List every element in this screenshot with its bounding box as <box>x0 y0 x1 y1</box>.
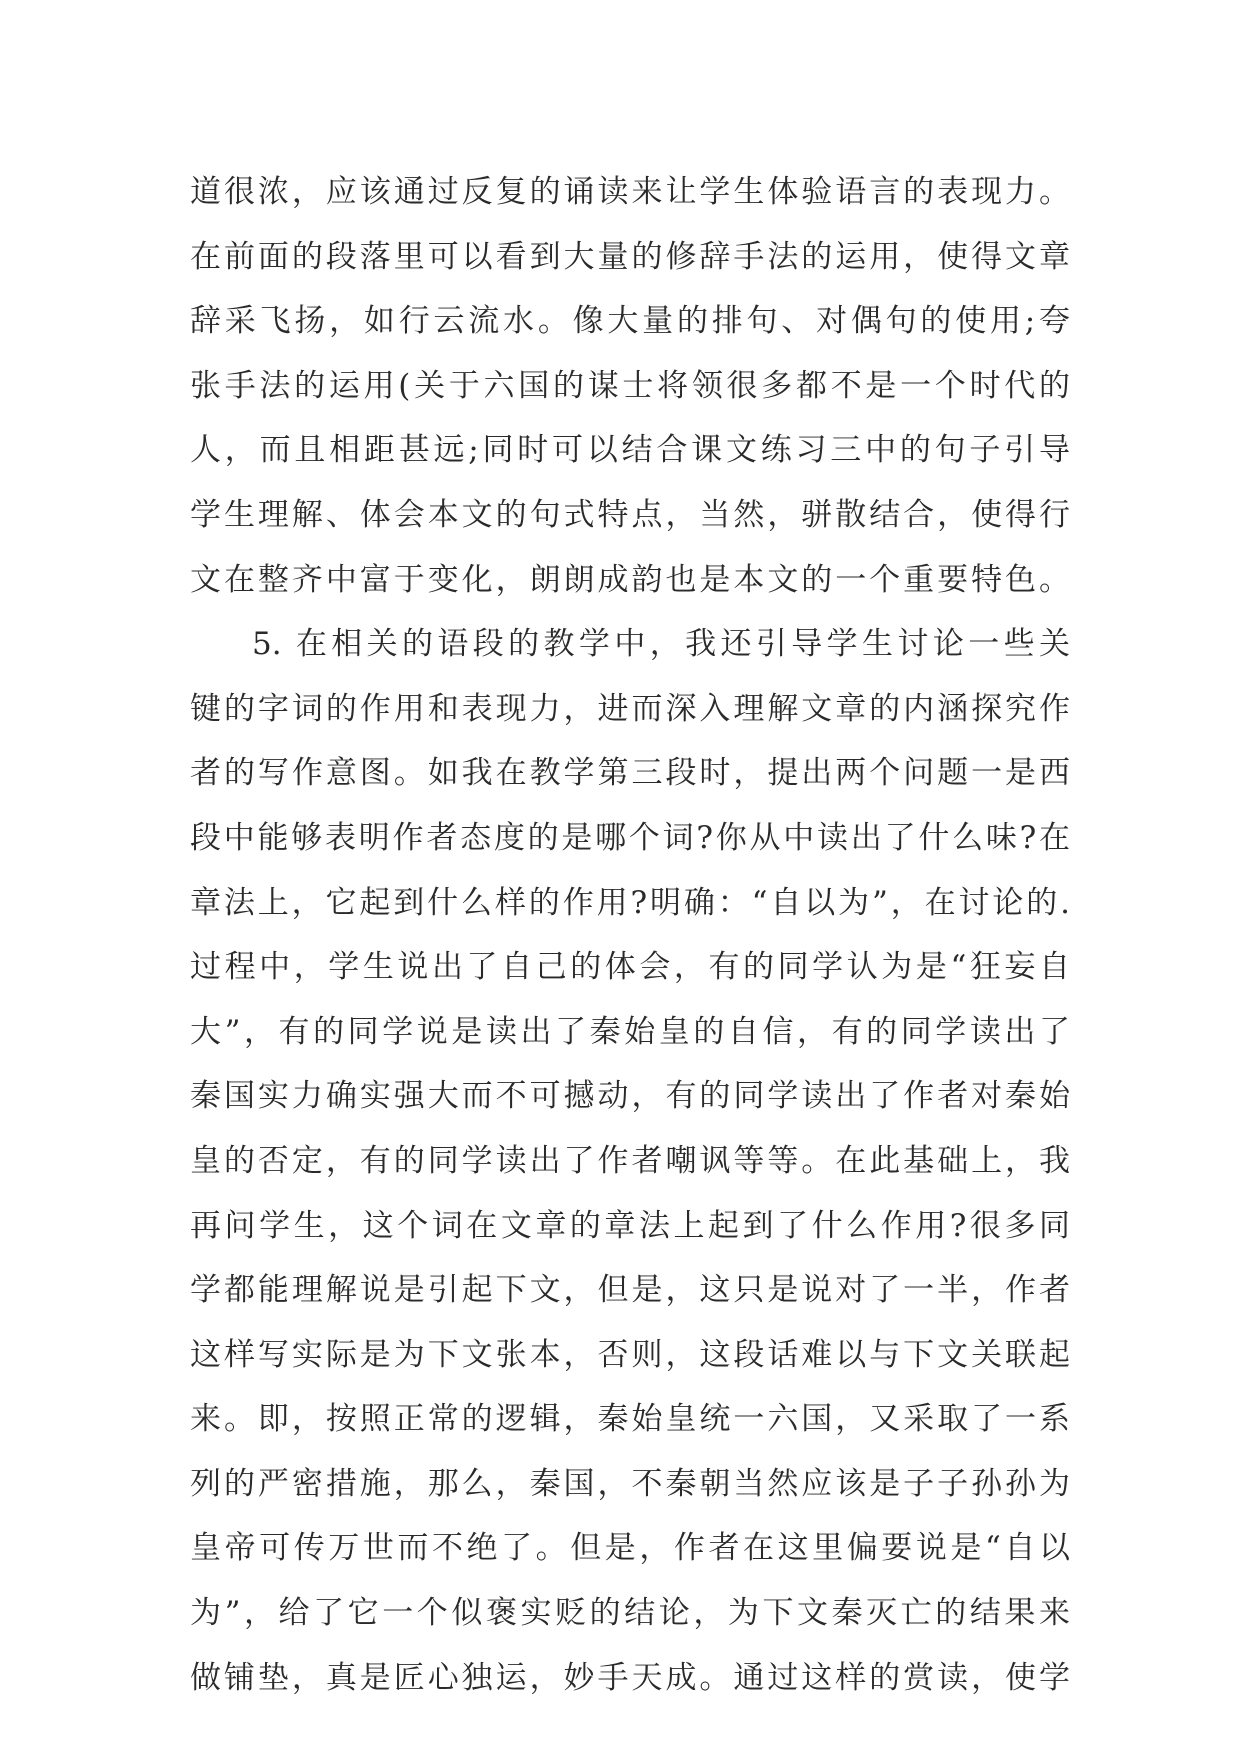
text-line: 为”，给了它一个似褒实贬的结论，为下文秦灭亡的结果来 <box>190 1595 1070 1632</box>
text-line: 大”，有的同学说是读出了秦始皇的自信，有的同学读出了 <box>190 1013 1070 1050</box>
text-line: 学生理解、体会本文的句式特点，当然，骈散结合，使得行 <box>190 496 1070 533</box>
text-line: 章法上，它起到什么样的作用?明确：“自以为”，在讨论的. <box>190 884 1070 921</box>
text-line: 做铺垫，真是匠心独运，妙手天成。通过这样的赏读，使学 <box>190 1659 1070 1696</box>
text-line: 文在整齐中富于变化，朗朗成韵也是本文的一个重要特色。 <box>190 561 1070 598</box>
text-line: 再问学生，这个词在文章的章法上起到了什么作用?很多同 <box>190 1207 1070 1244</box>
body-text <box>190 160 1070 1710</box>
text-line: 段中能够表明作者态度的是哪个词?你从中读出了什么味?在 <box>190 819 1070 856</box>
text-line: 者的写作意图。如我在教学第三段时，提出两个问题一是西 <box>190 755 1070 792</box>
text-line: 列的严密措施，那么，秦国，不秦朝当然应该是子子孙孙为 <box>190 1465 1070 1502</box>
text-line: 辞采飞扬，如行云流水。像大量的排句、对偶句的使用;夸 <box>190 303 1070 340</box>
text-line: 皇的否定，有的同学读出了作者嘲讽等等。在此基础上，我 <box>190 1142 1070 1179</box>
text-line: 人，而且相距甚远;同时可以结合课文练习三中的句子引导 <box>190 432 1070 469</box>
paragraph-start-line: 5. 在相关的语段的教学中，我还引导学生讨论一些关 <box>252 626 1070 663</box>
text-line: 键的字词的作用和表现力，进而深入理解文章的内涵探究作 <box>190 690 1070 727</box>
text-line: 在前面的段落里可以看到大量的修辞手法的运用，使得文章 <box>190 238 1070 275</box>
text-line: 张手法的运用(关于六国的谋士将领很多都不是一个时代的 <box>190 367 1070 404</box>
text-line: 皇帝可传万世而不绝了。但是，作者在这里偏要说是“自以 <box>190 1530 1070 1567</box>
text-line: 学都能理解说是引起下文，但是，这只是说对了一半，作者 <box>190 1272 1070 1309</box>
text-line: 这样写实际是为下文张本，否则，这段话难以与下文关联起 <box>190 1336 1070 1373</box>
text-line: 道很浓，应该通过反复的诵读来让学生体验语言的表现力。 <box>190 174 1070 210</box>
text-line: 来。即，按照正常的逻辑，秦始皇统一六国，又采取了一系 <box>190 1401 1070 1438</box>
text-line: 过程中，学生说出了自己的体会，有的同学认为是“狂妄自 <box>190 949 1070 986</box>
text-line: 秦国实力确实强大而不可撼动，有的同学读出了作者对秦始 <box>190 1078 1070 1115</box>
